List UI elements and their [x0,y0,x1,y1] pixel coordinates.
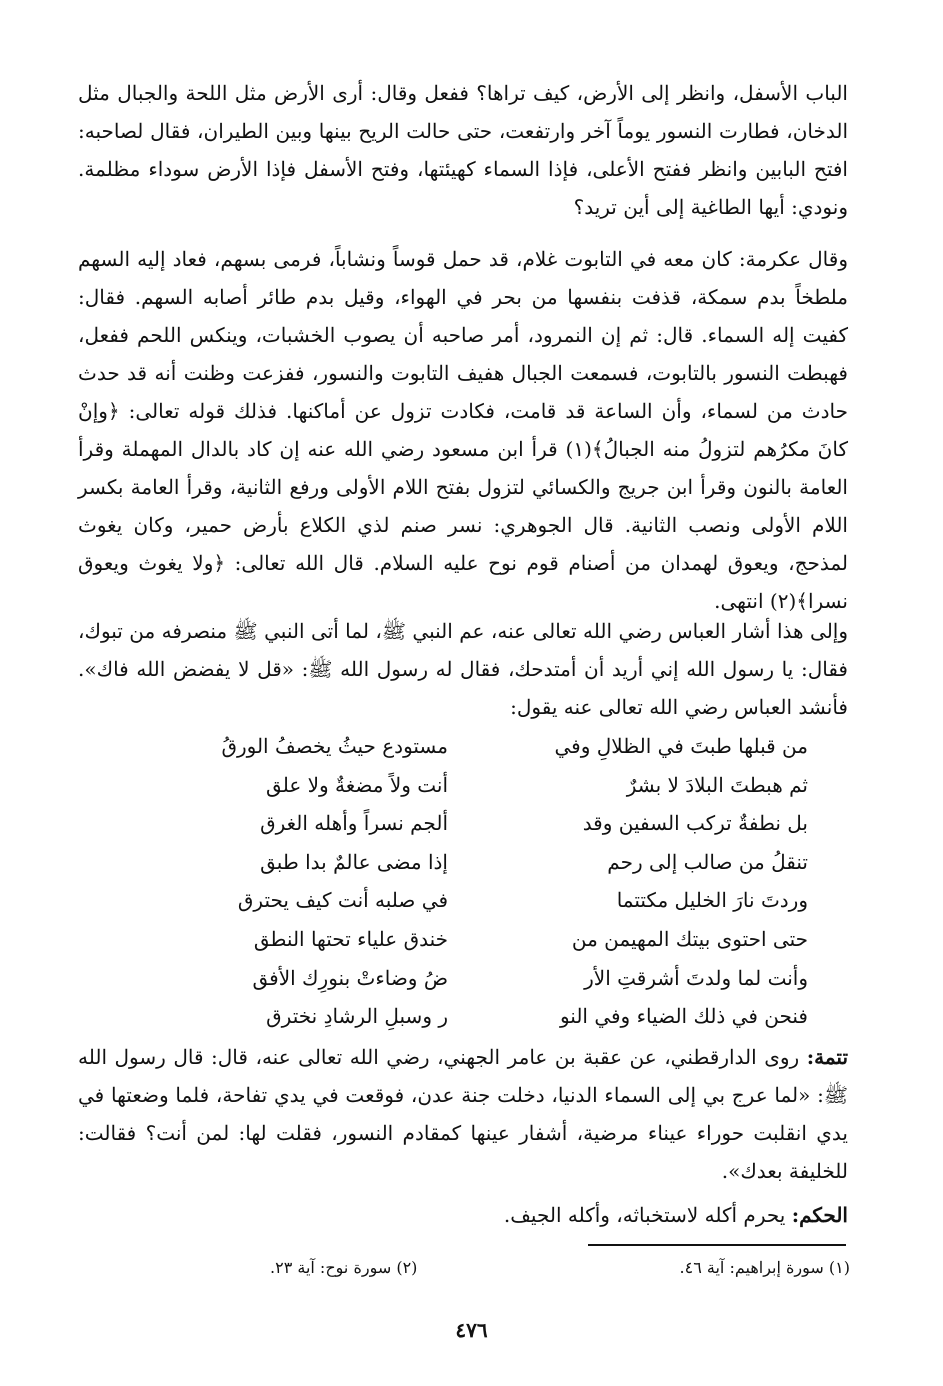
verse-second-hemistich: في صلبه أنت كيف يحترق [237,888,448,913]
paragraph-text [78,1038,848,1190]
verse-first-hemistich: وأنت لما ولدتَ أشرقتِ الأر [584,965,808,990]
poem-verses [118,727,808,1036]
footnote-marker: (٢) [396,1258,418,1277]
poem-verse [118,881,808,920]
footnote-text: سورة نوح: آية ٢٣. [270,1258,392,1277]
verse-first-hemistich: من قبلها طبتَ في الظلالِ وفي [554,734,808,758]
paragraph-ruling [78,1196,848,1234]
verse-first-hemistich: فنحن في ذلك الضياء وفي النو [559,1004,808,1029]
paragraph-text [78,1196,848,1234]
paragraph-tatimma [78,1038,848,1190]
footnote-text: سورة إبراهيم: آية ٤٦. [679,1258,824,1277]
verse-second-hemistich: أنت ولاً مضغةٌ ولا علق [266,772,448,797]
verse-second-hemistich: خندق علياء تحتها النطق [253,926,448,951]
verse-second-hemistich: ضُ وضاءتْ بنورِك الأفق [252,965,448,990]
paragraph-text: الباب الأسفل، وانظر إلى الأرض، كيف تراها؟ ففعل وقال: أرى الأرض مثل اللحة والجبال مثل الدخان، فطارت النسور يوماً آخر وارتفعت، حتى حالت الريح بينها وبين الطيران، فقال لصاحبه: افتح البابين وانظر ففتح الأعلى، فإذا السماء كهيئتها، وفتح الأسفل فإذا الأرض سوداء مظلمة. ونودي: أيها الطاغية إلى أين تريد؟ [78,81,848,219]
poem-verse [118,727,808,766]
poem-verse [118,766,808,805]
paragraph-body: روى الدارقطني، عن عقبة بن عامر الجهني، رضي الله تعالى عنه، قال: قال رسول الله ﷺ: «لما عرج بي إلى السماء الدنيا، دخلت جنة عدن، فوقعت في يدي تفاحة، فلما وضعتها في يدي انقلبت حوراء عيناء مرضية، أشفار عينها كمقادم النسور، فقلت لها: لمن أنت؟ فقالت: للخليفة بعدك». [78,1045,848,1183]
page-number: ٤٧٦ [455,1318,488,1342]
poem-verse [118,959,808,998]
footnote-divider [588,1244,846,1246]
verse-second-hemistich: ر وسبلِ الرشادِ نخترق [266,1004,448,1029]
footnotes [270,1258,850,1277]
section-label: تتمة: [806,1045,849,1069]
footnote-marker: (١) [828,1258,850,1277]
poem-verse [118,843,808,882]
verse-first-hemistich: ثم هبطتَ البلادَ لا بشرٌ [626,772,808,797]
paragraph-text: وإلى هذا أشار العباس رضي الله تعالى عنه، عم النبي ﷺ، لما أتى النبي ﷺ منصرفه من تبوك، فقال: يا رسول الله إني أريد أن أمتدحك، فقال له رسول الله ﷺ: «قل لا يفضض الله فاك». فأنشد العباس رضي الله تعالى عنه يقول: [78,619,848,719]
paragraph-tower-flight [78,74,848,226]
paragraph-body: يحرم أكله لاستخباثه، وأكله الجيف. [503,1203,786,1227]
verse-second-hemistich: ألجم نسراً وأهله الغرق [260,811,448,836]
footnote-2 [270,1258,417,1277]
verse-first-hemistich: حتى احتوى بيتك المهيمن من [571,926,808,951]
verse-first-hemistich: تنقلُ من صالب إلى رحم [607,849,808,874]
verse-first-hemistich: وردتَ نارَ الخليل مكتتما [616,888,808,913]
verse-second-hemistich: إذا مضى عالمٌ بدا طبق [260,849,448,874]
section-label: الحكم: [791,1203,848,1227]
verse-first-hemistich: بل نطفةٌ تركب السفين وقد [582,811,808,836]
verse-second-hemistich: مستودع حيثُ يخصفُ الورقُ [221,734,448,758]
paragraph-abbas-intro [78,612,848,726]
poem-verse [118,997,808,1036]
poem-verse [118,804,808,843]
paragraph-ikrima-narration [78,240,848,620]
footnote-1 [680,1258,850,1277]
poem-verse [118,920,808,959]
paragraph-text: وقال عكرمة: كان معه في التابوت غلام، قد حمل قوساً ونشاباً، فرمى بسهم، فعاد إليه السهم ملطخاً بدم سمكة، قذفت بنفسها من بحر في الهواء، وقيل بدم طائر أصابه السهم. فقال: كفيت إله السماء. قال: ثم إن النمرود، أمر صاحبه أن يصوب الخشبات، وينكس اللحم ففعل، فهبطت النسور بالتابوت، فسمعت الجبال هفيف التابوت والنسور، ففزعت وظنت أنه قد حدث حادث من لسماء، وأن الساعة قد قامت، فكادت تزول عن أماكنها. فذلك قوله تعالى: ﴿وإنْ كانَ مكرُهم لتزولُ منه الجبالُ﴾(١) قرأ ابن مسعود رضي الله عنه إن كاد بالدال المهملة وقرأ العامة بالنون وقرأ ابن جريج والكسائي لتزول بفتح اللام الأولى ورفع الثانية، وقرأ العامة بكسر اللام الأولى ونصب الثانية. قال الجوهري: نسر صنم لذي الكلاع بأرض حمير، وكان يغوث لمذحج، ويعوق لهمدان من أصنام قوم نوح عليه السلام. قال الله تعالى: ﴿ولا يغوث ويعوق نسرا﴾(٢) انتهى. [78,247,848,613]
